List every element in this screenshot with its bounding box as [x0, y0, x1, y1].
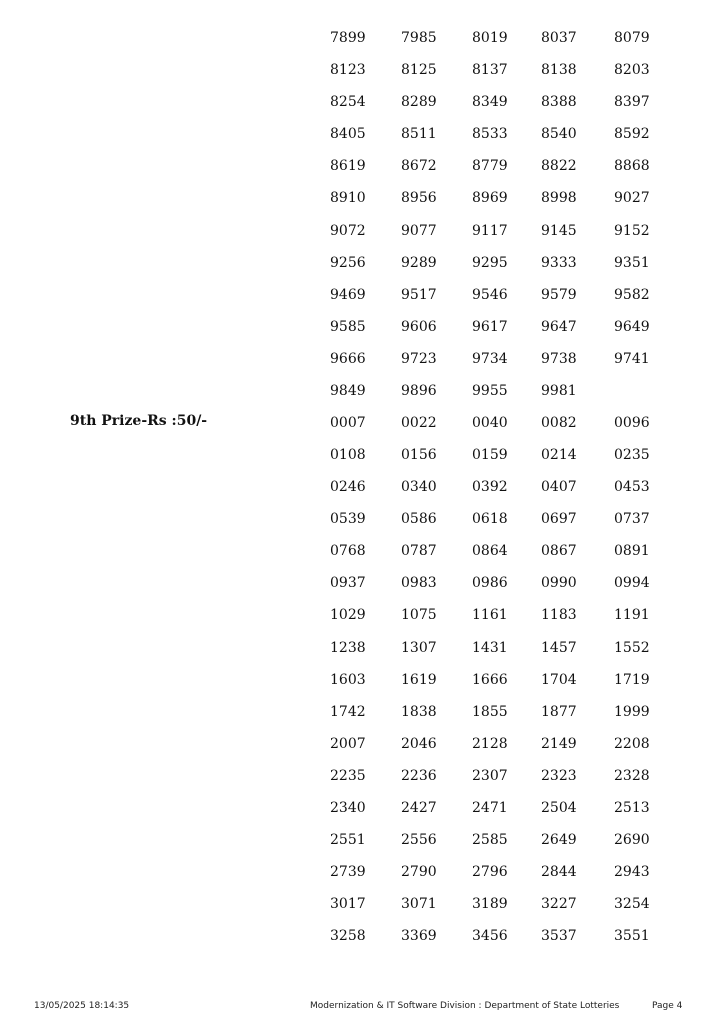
table-row: [0, 896, 724, 928]
ticket-number: 9647: [541, 318, 577, 335]
ticket-number: 8125: [401, 62, 437, 79]
ticket-number: 8533: [472, 126, 508, 143]
ticket-number: 2844: [541, 864, 577, 881]
ticket-number: 0214: [541, 447, 577, 463]
ticket-number: 9617: [472, 318, 508, 335]
ticket-number: 1838: [401, 703, 437, 720]
ticket-number: 9145: [541, 222, 577, 239]
ticket-number: 8203: [614, 62, 650, 79]
table-row: [0, 30, 724, 62]
ticket-number: 1999: [614, 703, 650, 720]
ticket-number: 9469: [330, 286, 366, 303]
ticket-number: 8388: [541, 94, 577, 111]
ticket-number: 8349: [472, 94, 508, 111]
ticket-number: 1307: [401, 639, 437, 656]
ticket-number: 1877: [541, 703, 577, 720]
ticket-number: 8138: [541, 62, 577, 79]
ticket-number: 1719: [614, 671, 650, 688]
ticket-number: 8822: [541, 158, 577, 175]
ticket-number: 2128: [472, 735, 508, 752]
ticket-number: 8289: [401, 94, 437, 111]
footer-page-number: Page 4: [652, 1001, 683, 1011]
ticket-number: 0986: [472, 575, 508, 592]
ticket-number: 8969: [472, 190, 508, 207]
ticket-number: 9849: [330, 382, 366, 399]
ticket-number: 2690: [614, 832, 650, 848]
ticket-number: 0108: [330, 447, 366, 463]
ticket-number: 8037: [541, 30, 577, 46]
ticket-number: 8405: [330, 126, 366, 143]
ticket-number: 2427: [401, 799, 437, 816]
ticket-number: 8540: [541, 126, 577, 143]
ticket-number: 9738: [541, 350, 577, 367]
ticket-number: 9896: [401, 382, 437, 399]
ticket-number: 0618: [472, 511, 508, 528]
ticket-number: 0082: [541, 415, 577, 431]
table-row: [0, 511, 724, 543]
ticket-number: 1552: [614, 639, 650, 656]
ticket-number: 9955: [472, 382, 508, 399]
table-row: [0, 768, 724, 800]
ticket-number: 9579: [541, 286, 577, 303]
ticket-number: 8019: [472, 30, 508, 46]
ticket-number: 0392: [472, 479, 508, 496]
ticket-number: 1029: [330, 607, 366, 624]
ticket-number: 0983: [401, 575, 437, 592]
table-row: [0, 223, 724, 255]
ticket-number: 7899: [330, 30, 366, 46]
ticket-number: 2551: [330, 832, 366, 848]
ticket-number: 2307: [472, 767, 508, 784]
ticket-number: 9666: [330, 350, 366, 367]
ticket-number: 3017: [330, 896, 366, 913]
footer-timestamp: 13/05/2025 18:14:35: [34, 1001, 130, 1011]
ticket-number: 9517: [401, 286, 437, 303]
ticket-number: 2471: [472, 799, 508, 816]
ticket-number: 0246: [330, 479, 366, 496]
ticket-number: 0022: [401, 415, 437, 431]
ticket-number: 1619: [401, 671, 437, 688]
ticket-number: 2208: [614, 735, 650, 752]
table-row: [0, 447, 724, 479]
table-row: [0, 607, 724, 639]
table-row: [0, 126, 724, 158]
ticket-number: 1161: [472, 607, 508, 624]
ticket-number: 0235: [614, 447, 650, 463]
ticket-number: 2504: [541, 799, 577, 816]
table-row: [0, 415, 724, 447]
ticket-number: 9351: [614, 254, 650, 271]
ticket-number: 9152: [614, 222, 650, 239]
ticket-number: 0586: [401, 511, 437, 528]
ticket-number: 8619: [330, 158, 366, 175]
ticket-number: 1075: [401, 607, 437, 624]
table-row: [0, 190, 724, 222]
ticket-number: 9117: [472, 222, 508, 239]
ticket-number: 3071: [401, 896, 437, 913]
ticket-number: 9077: [401, 222, 437, 239]
ticket-number: 0697: [541, 511, 577, 528]
ticket-number: 8137: [472, 62, 508, 79]
ticket-number: 0453: [614, 479, 650, 496]
ticket-number: 8079: [614, 30, 650, 46]
ticket-number: 0737: [614, 511, 650, 528]
ticket-number: 0156: [401, 447, 437, 463]
ticket-number: 8868: [614, 158, 650, 175]
table-row: [0, 800, 724, 832]
ticket-number: 9734: [472, 350, 508, 367]
ticket-number: 2513: [614, 799, 650, 816]
ticket-number: 0007: [330, 415, 366, 431]
ticket-number: 9585: [330, 318, 366, 335]
ticket-number: 1603: [330, 671, 366, 688]
ticket-number: 8592: [614, 126, 650, 143]
ticket-number: 1704: [541, 671, 577, 688]
ticket-number: 1457: [541, 639, 577, 656]
table-row: [0, 864, 724, 896]
ticket-number: 7985: [401, 30, 437, 46]
table-row: [0, 832, 724, 864]
table-row: [0, 543, 724, 575]
ticket-number: 3258: [330, 928, 366, 945]
ticket-number: 2943: [614, 864, 650, 881]
table-row: [0, 62, 724, 94]
table-row: [0, 383, 724, 415]
ticket-number: 3254: [614, 896, 650, 913]
ticket-number: 1183: [541, 607, 577, 624]
ticket-number: 2739: [330, 864, 366, 881]
ticket-number: 3369: [401, 928, 437, 945]
ticket-number: 2323: [541, 767, 577, 784]
table-row: [0, 158, 724, 190]
ticket-number: 9295: [472, 254, 508, 271]
ticket-number: 8511: [401, 126, 437, 143]
table-row: [0, 319, 724, 351]
ticket-number: 2340: [330, 799, 366, 816]
ticket-number: 3456: [472, 928, 508, 945]
ticket-number: 9981: [541, 382, 577, 399]
table-row: [0, 479, 724, 511]
ticket-number: 2328: [614, 767, 650, 784]
ticket-number: 1431: [472, 639, 508, 656]
table-row: [0, 928, 724, 960]
ticket-number: 1855: [472, 703, 508, 720]
ticket-number: 8123: [330, 62, 366, 79]
table-row: [0, 736, 724, 768]
ticket-number: 2556: [401, 832, 437, 848]
ticket-number: 0539: [330, 511, 366, 528]
ticket-number: 2790: [401, 864, 437, 881]
ticket-number: 0407: [541, 479, 577, 496]
ticket-number: 2236: [401, 767, 437, 784]
ticket-number: 2235: [330, 767, 366, 784]
ticket-number: 1238: [330, 639, 366, 656]
ticket-number: 2007: [330, 735, 366, 752]
table-row: [0, 704, 724, 736]
ticket-number: 9649: [614, 318, 650, 335]
ticket-number: 2649: [541, 832, 577, 848]
ticket-number: 8397: [614, 94, 650, 111]
ticket-number: 8672: [401, 158, 437, 175]
ticket-number: 0340: [401, 479, 437, 496]
ticket-number: 0990: [541, 575, 577, 592]
ticket-number: 9027: [614, 190, 650, 207]
table-row: [0, 351, 724, 383]
ninth-prize-label: 9th Prize-Rs :50/-: [70, 413, 208, 429]
ticket-number: 0096: [614, 415, 650, 431]
ticket-number: 3227: [541, 896, 577, 913]
ticket-number: 1191: [614, 607, 650, 624]
ticket-number: 0768: [330, 543, 366, 560]
table-row: [0, 287, 724, 319]
ticket-number: 0159: [472, 447, 508, 463]
footer-division: Modernization & IT Software Division : Department of State Lotteries: [310, 1001, 620, 1011]
table-row: [0, 255, 724, 287]
ticket-number: 8910: [330, 190, 366, 207]
ticket-number: 0867: [541, 543, 577, 560]
table-row: [0, 575, 724, 607]
ticket-number: 2796: [472, 864, 508, 881]
ticket-number: 9606: [401, 318, 437, 335]
ticket-number: 3551: [614, 928, 650, 945]
ticket-number: 2046: [401, 735, 437, 752]
ticket-number: 3189: [472, 896, 508, 913]
ticket-number: 2149: [541, 735, 577, 752]
ticket-number: 1666: [472, 671, 508, 688]
ticket-number: 3537: [541, 928, 577, 945]
ticket-number: 9072: [330, 222, 366, 239]
ticket-number: 0787: [401, 543, 437, 560]
ticket-number: 9256: [330, 254, 366, 271]
ticket-number: 9546: [472, 286, 508, 303]
ticket-number: 9582: [614, 286, 650, 303]
ticket-number: 0937: [330, 575, 366, 592]
ticket-number: 2585: [472, 832, 508, 848]
ticket-number: 1742: [330, 703, 366, 720]
ticket-number: 9333: [541, 254, 577, 271]
ticket-number: 0891: [614, 543, 650, 560]
ticket-number: 8254: [330, 94, 366, 111]
table-row: [0, 94, 724, 126]
ticket-number: 8998: [541, 190, 577, 207]
table-row: [0, 640, 724, 672]
ticket-number: 8779: [472, 158, 508, 175]
ticket-number: 0994: [614, 575, 650, 592]
ticket-number: 9289: [401, 254, 437, 271]
table-row: [0, 672, 724, 704]
ticket-number: 9741: [614, 350, 650, 367]
ticket-number: 0864: [472, 543, 508, 560]
ticket-number: 9723: [401, 350, 437, 367]
ticket-number: 0040: [472, 415, 508, 431]
ticket-number: 8956: [401, 190, 437, 207]
